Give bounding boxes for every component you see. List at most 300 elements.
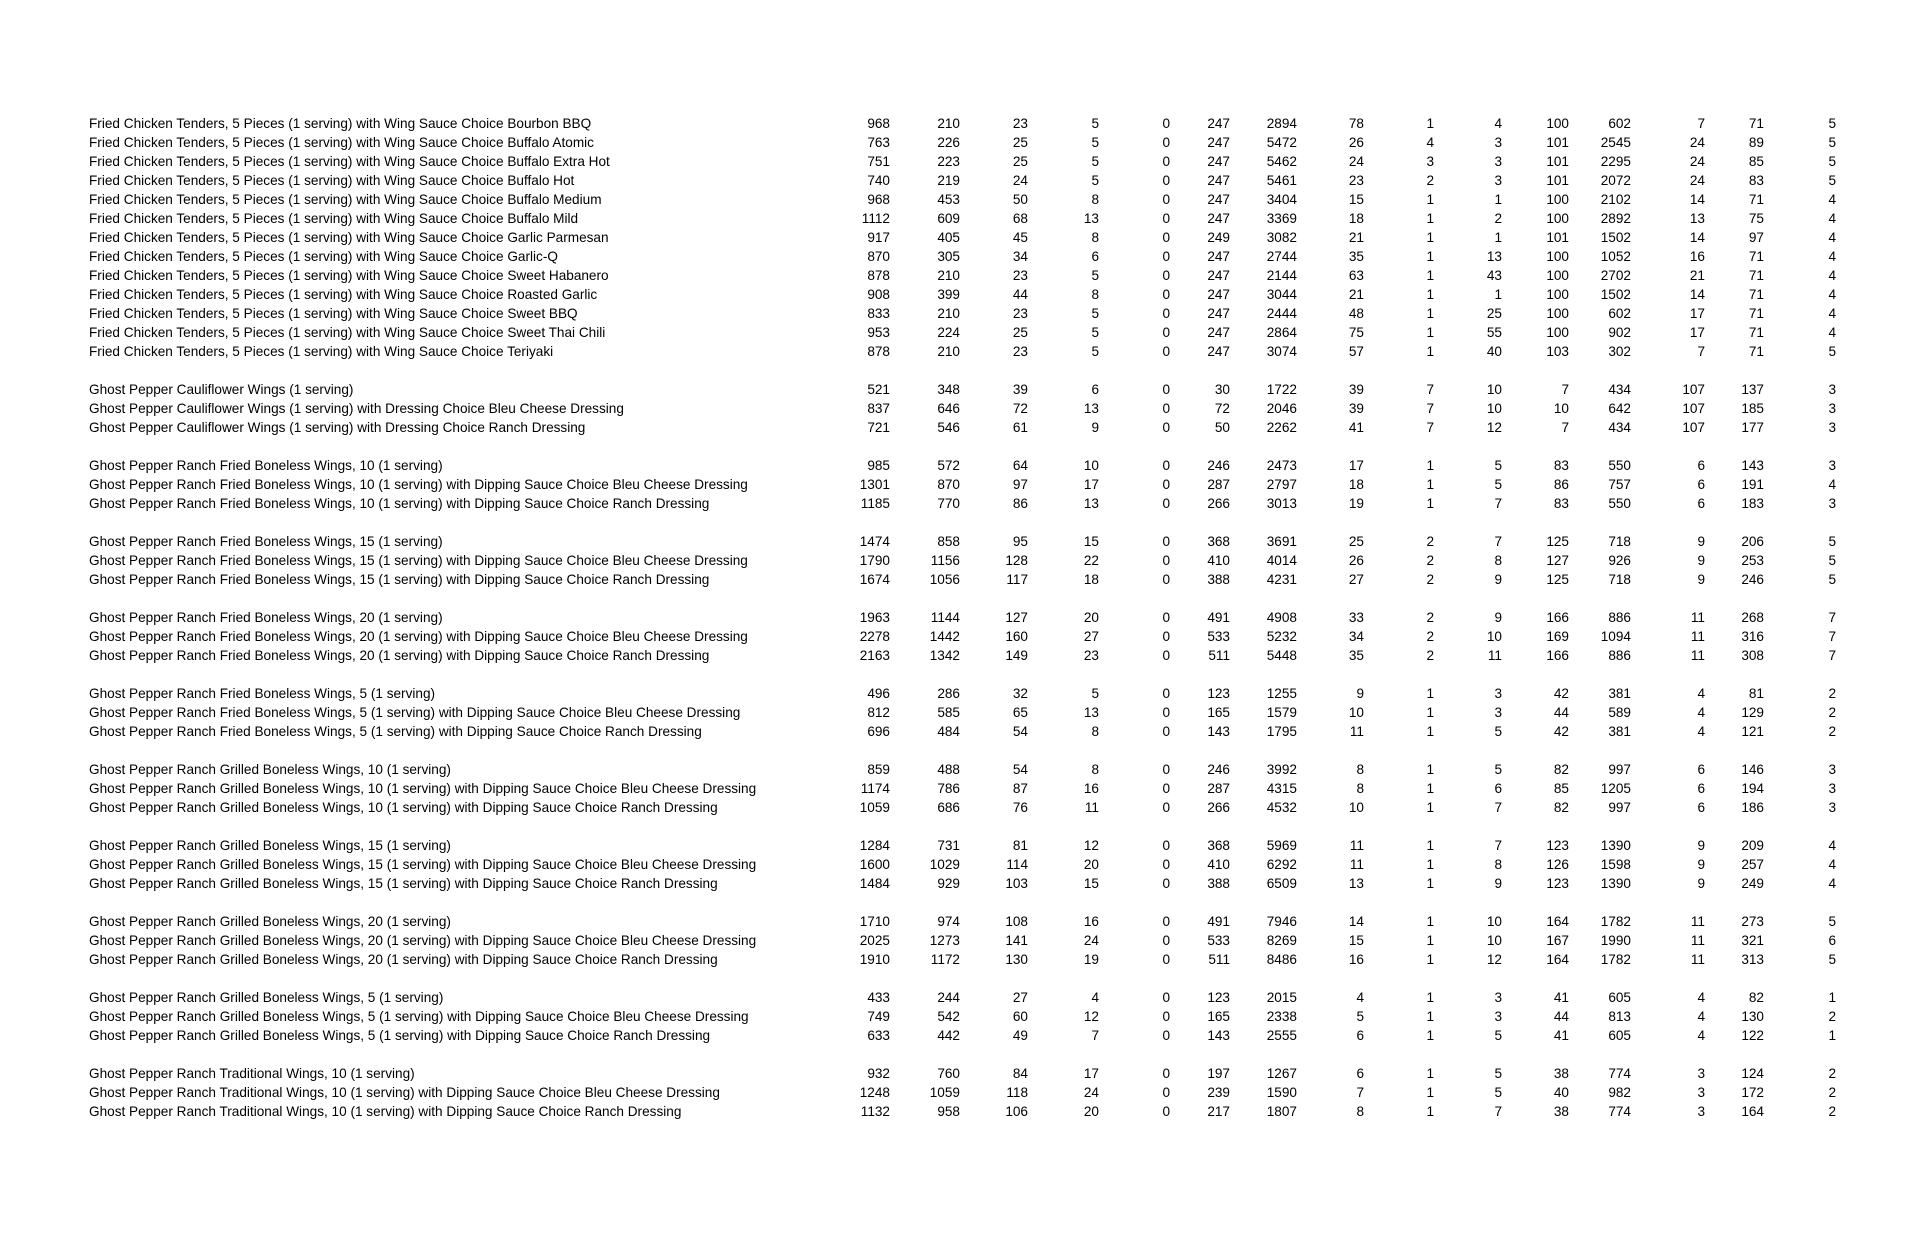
value-cell: 4 xyxy=(1697,990,1705,1005)
value-cell: 44 xyxy=(1553,705,1569,720)
value-cell: 71 xyxy=(1748,325,1764,340)
value-cell: 1590 xyxy=(1266,1085,1297,1100)
item-name-cell: Fried Chicken Tenders, 5 Pieces (1 serving) with Wing Sauce Choice Teriyaki xyxy=(89,344,554,359)
value-cell: 6 xyxy=(1697,781,1705,796)
value-cell: 3 xyxy=(1828,781,1836,796)
value-cell: 0 xyxy=(1162,458,1170,473)
value-cell: 86 xyxy=(1553,477,1569,492)
value-cell: 442 xyxy=(937,1028,960,1043)
value-cell: 0 xyxy=(1162,838,1170,853)
value-cell: 34 xyxy=(1348,629,1364,644)
value-cell: 15 xyxy=(1348,192,1364,207)
value-cell: 321 xyxy=(1741,933,1764,948)
value-cell: 165 xyxy=(1207,705,1230,720)
value-cell: 247 xyxy=(1207,211,1230,226)
value-cell: 17 xyxy=(1083,1066,1099,1081)
value-cell: 23 xyxy=(1012,116,1028,131)
value-cell: 50 xyxy=(1012,192,1028,207)
value-cell: 4 xyxy=(1828,306,1836,321)
value-cell: 488 xyxy=(937,762,960,777)
value-cell: 172 xyxy=(1741,1085,1764,1100)
value-cell: 5 xyxy=(1828,154,1836,169)
value-cell: 2 xyxy=(1828,686,1836,701)
value-cell: 25 xyxy=(1348,534,1364,549)
value-cell: 870 xyxy=(867,249,890,264)
value-cell: 11 xyxy=(1690,914,1705,929)
value-cell: 3 xyxy=(1828,458,1836,473)
value-cell: 1 xyxy=(1426,344,1434,359)
table-row xyxy=(89,988,1849,1007)
value-cell: 71 xyxy=(1748,344,1764,359)
value-cell: 6509 xyxy=(1266,876,1297,891)
value-cell: 3 xyxy=(1494,154,1502,169)
value-cell: 1990 xyxy=(1600,933,1631,948)
value-cell: 4 xyxy=(1828,838,1836,853)
value-cell: 183 xyxy=(1741,496,1764,511)
value-cell: 103 xyxy=(1546,344,1569,359)
value-cell: 25 xyxy=(1486,306,1502,321)
value-cell: 5 xyxy=(1828,572,1836,587)
value-cell: 5 xyxy=(1091,306,1099,321)
value-cell: 1248 xyxy=(859,1085,890,1100)
table-row xyxy=(89,608,1849,627)
value-cell: 10 xyxy=(1486,933,1502,948)
value-cell: 5 xyxy=(1828,952,1836,967)
value-cell: 71 xyxy=(1748,306,1764,321)
item-name-cell: Ghost Pepper Ranch Grilled Boneless Wings, 5 (1 serving) xyxy=(89,990,444,1005)
value-cell: 434 xyxy=(1608,420,1631,435)
value-cell: 8 xyxy=(1091,287,1099,302)
value-cell: 247 xyxy=(1207,325,1230,340)
value-cell: 1172 xyxy=(930,952,960,967)
value-cell: 0 xyxy=(1162,534,1170,549)
table-row xyxy=(89,304,1849,323)
value-cell: 17 xyxy=(1348,458,1364,473)
value-cell: 5 xyxy=(1828,344,1836,359)
value-cell: 143 xyxy=(1207,724,1230,739)
value-cell: 247 xyxy=(1207,287,1230,302)
table-row xyxy=(89,456,1849,475)
value-cell: 3 xyxy=(1697,1104,1705,1119)
value-cell: 266 xyxy=(1207,800,1230,815)
value-cell: 107 xyxy=(1682,420,1705,435)
value-cell: 25 xyxy=(1012,135,1028,150)
value-cell: 63 xyxy=(1348,268,1364,283)
value-cell: 0 xyxy=(1162,420,1170,435)
value-cell: 0 xyxy=(1162,287,1170,302)
table-row xyxy=(89,133,1849,152)
value-cell: 1 xyxy=(1494,192,1502,207)
value-cell: 22 xyxy=(1083,553,1099,568)
item-name-cell: Ghost Pepper Ranch Fried Boneless Wings, 10 (1 serving) with Dipping Sauce Choice Ranch Dressing xyxy=(89,496,710,511)
value-cell: 0 xyxy=(1162,990,1170,1005)
value-cell: 39 xyxy=(1348,401,1364,416)
value-cell: 870 xyxy=(937,477,960,492)
value-cell: 126 xyxy=(1546,857,1569,872)
value-cell: 542 xyxy=(937,1009,960,1024)
value-cell: 3691 xyxy=(1266,534,1297,549)
value-cell: 5472 xyxy=(1266,135,1297,150)
value-cell: 1 xyxy=(1426,762,1434,777)
value-cell: 0 xyxy=(1162,382,1170,397)
value-cell: 2295 xyxy=(1600,154,1631,169)
value-cell: 491 xyxy=(1207,610,1230,625)
value-cell: 388 xyxy=(1207,572,1230,587)
table-row xyxy=(89,152,1849,171)
value-cell: 13 xyxy=(1083,211,1099,226)
value-cell: 3 xyxy=(1494,705,1502,720)
value-cell: 3013 xyxy=(1266,496,1297,511)
value-cell: 24 xyxy=(1689,173,1705,188)
value-cell: 1 xyxy=(1426,306,1434,321)
value-cell: 210 xyxy=(937,306,960,321)
item-name-cell: Ghost Pepper Ranch Grilled Boneless Wings, 10 (1 serving) xyxy=(89,762,451,777)
value-cell: 5 xyxy=(1091,344,1099,359)
value-cell: 13 xyxy=(1083,401,1099,416)
value-cell: 1782 xyxy=(1600,952,1631,967)
value-cell: 2702 xyxy=(1600,268,1631,283)
value-cell: 185 xyxy=(1741,401,1764,416)
value-cell: 137 xyxy=(1741,382,1764,397)
value-cell: 121 xyxy=(1741,724,1764,739)
value-cell: 5 xyxy=(1494,477,1502,492)
value-cell: 18 xyxy=(1348,477,1364,492)
table-row xyxy=(89,836,1849,855)
value-cell: 6 xyxy=(1697,458,1705,473)
value-cell: 20 xyxy=(1083,610,1099,625)
value-cell: 13 xyxy=(1083,496,1099,511)
value-cell: 1029 xyxy=(929,857,960,872)
value-cell: 12 xyxy=(1486,420,1502,435)
value-cell: 2 xyxy=(1426,629,1434,644)
value-cell: 1710 xyxy=(859,914,890,929)
value-cell: 100 xyxy=(1546,192,1569,207)
table-row xyxy=(89,114,1849,133)
value-cell: 1722 xyxy=(1266,382,1297,397)
value-cell: 958 xyxy=(937,1104,960,1119)
value-cell: 9 xyxy=(1697,534,1705,549)
value-cell: 1 xyxy=(1426,1009,1434,1024)
value-cell: 117 xyxy=(1006,572,1028,587)
value-cell: 4 xyxy=(1697,686,1705,701)
value-cell: 10 xyxy=(1348,705,1364,720)
value-cell: 130 xyxy=(1741,1009,1764,1024)
value-cell: 17 xyxy=(1689,306,1705,321)
value-cell: 1 xyxy=(1426,952,1434,967)
item-name-cell: Fried Chicken Tenders, 5 Pieces (1 serving) with Wing Sauce Choice Buffalo Extra Hot xyxy=(89,154,610,169)
value-cell: 774 xyxy=(1608,1066,1631,1081)
value-cell: 50 xyxy=(1214,420,1230,435)
table-row xyxy=(89,418,1849,437)
value-cell: 72 xyxy=(1214,401,1230,416)
value-cell: 731 xyxy=(937,838,960,853)
value-cell: 35 xyxy=(1348,648,1364,663)
value-cell: 118 xyxy=(1006,1085,1028,1100)
value-cell: 546 xyxy=(937,420,960,435)
value-cell: 602 xyxy=(1608,116,1631,131)
value-cell: 7 xyxy=(1426,382,1434,397)
value-cell: 16 xyxy=(1083,781,1099,796)
value-cell: 0 xyxy=(1162,325,1170,340)
table-row xyxy=(89,247,1849,266)
value-cell: 101 xyxy=(1546,230,1569,245)
menu-item-group xyxy=(89,380,1849,437)
value-cell: 125 xyxy=(1546,572,1569,587)
value-cell: 3 xyxy=(1697,1085,1705,1100)
item-name-cell: Fried Chicken Tenders, 5 Pieces (1 serving) with Wing Sauce Choice Buffalo Atomic xyxy=(89,135,594,150)
value-cell: 0 xyxy=(1162,1009,1170,1024)
value-cell: 305 xyxy=(937,249,960,264)
item-name-cell: Fried Chicken Tenders, 5 Pieces (1 serving) with Wing Sauce Choice Buffalo Medium xyxy=(89,192,602,207)
value-cell: 43 xyxy=(1486,268,1502,283)
value-cell: 210 xyxy=(937,344,960,359)
menu-item-group xyxy=(89,114,1849,361)
value-cell: 18 xyxy=(1083,572,1099,587)
value-cell: 6 xyxy=(1697,800,1705,815)
value-cell: 25 xyxy=(1012,325,1028,340)
value-cell: 166 xyxy=(1546,648,1569,663)
value-cell: 71 xyxy=(1748,192,1764,207)
value-cell: 1284 xyxy=(859,838,890,853)
value-cell: 1 xyxy=(1426,705,1434,720)
value-cell: 226 xyxy=(937,135,960,150)
value-cell: 0 xyxy=(1162,610,1170,625)
value-cell: 100 xyxy=(1546,116,1569,131)
value-cell: 14 xyxy=(1348,914,1364,929)
value-cell: 82 xyxy=(1553,762,1569,777)
value-cell: 7 xyxy=(1697,344,1705,359)
value-cell: 0 xyxy=(1162,553,1170,568)
value-cell: 313 xyxy=(1741,952,1764,967)
value-cell: 1598 xyxy=(1600,857,1631,872)
value-cell: 1790 xyxy=(859,553,890,568)
value-cell: 602 xyxy=(1608,306,1631,321)
value-cell: 68 xyxy=(1012,211,1028,226)
value-cell: 878 xyxy=(867,344,890,359)
value-cell: 21 xyxy=(1348,287,1364,302)
item-name-cell: Fried Chicken Tenders, 5 Pieces (1 serving) with Wing Sauce Choice Garlic Parmesan xyxy=(89,230,609,245)
value-cell: 27 xyxy=(1012,990,1028,1005)
item-name-cell: Fried Chicken Tenders, 5 Pieces (1 serving) with Wing Sauce Choice Garlic-Q xyxy=(89,249,558,264)
value-cell: 1 xyxy=(1426,857,1434,872)
value-cell: 32 xyxy=(1012,686,1028,701)
value-cell: 1600 xyxy=(859,857,890,872)
value-cell: 5462 xyxy=(1266,154,1297,169)
value-cell: 100 xyxy=(1546,268,1569,283)
value-cell: 85 xyxy=(1748,154,1764,169)
value-cell: 19 xyxy=(1348,496,1364,511)
value-cell: 8 xyxy=(1091,230,1099,245)
value-cell: 813 xyxy=(1608,1009,1631,1024)
value-cell: 1 xyxy=(1494,230,1502,245)
value-cell: 997 xyxy=(1608,762,1631,777)
value-cell: 2015 xyxy=(1266,990,1297,1005)
value-cell: 7 xyxy=(1494,1104,1502,1119)
value-cell: 16 xyxy=(1083,914,1099,929)
value-cell: 1 xyxy=(1426,1104,1434,1119)
table-row xyxy=(89,532,1849,551)
value-cell: 8 xyxy=(1494,553,1502,568)
value-cell: 82 xyxy=(1748,990,1764,1005)
value-cell: 605 xyxy=(1608,1028,1631,1043)
value-cell: 100 xyxy=(1546,211,1569,226)
value-cell: 209 xyxy=(1741,838,1764,853)
value-cell: 1 xyxy=(1426,249,1434,264)
value-cell: 4 xyxy=(1697,724,1705,739)
value-cell: 11 xyxy=(1690,933,1705,948)
value-cell: 101 xyxy=(1546,154,1569,169)
value-cell: 0 xyxy=(1162,648,1170,663)
value-cell: 106 xyxy=(1005,1104,1028,1119)
value-cell: 7 xyxy=(1494,838,1502,853)
value-cell: 774 xyxy=(1608,1104,1631,1119)
value-cell: 3044 xyxy=(1266,287,1297,302)
table-row xyxy=(89,285,1849,304)
value-cell: 224 xyxy=(937,325,960,340)
value-cell: 388 xyxy=(1207,876,1230,891)
item-name-cell: Ghost Pepper Cauliflower Wings (1 serving) xyxy=(89,382,354,397)
table-row xyxy=(89,1064,1849,1083)
value-cell: 1052 xyxy=(1600,249,1631,264)
menu-item-group xyxy=(89,912,1849,969)
value-cell: 3992 xyxy=(1266,762,1297,777)
value-cell: 11 xyxy=(1690,629,1705,644)
item-name-cell: Ghost Pepper Ranch Traditional Wings, 10 (1 serving) with Dipping Sauce Choice Ranch Dressing xyxy=(89,1104,682,1119)
value-cell: 125 xyxy=(1546,534,1569,549)
value-cell: 2 xyxy=(1494,211,1502,226)
value-cell: 20 xyxy=(1083,857,1099,872)
value-cell: 5 xyxy=(1828,173,1836,188)
value-cell: 246 xyxy=(1741,572,1764,587)
value-cell: 0 xyxy=(1162,572,1170,587)
value-cell: 129 xyxy=(1741,705,1764,720)
item-name-cell: Ghost Pepper Ranch Grilled Boneless Wings, 15 (1 serving) xyxy=(89,838,451,853)
value-cell: 9 xyxy=(1091,420,1099,435)
value-cell: 1 xyxy=(1426,1028,1434,1043)
value-cell: 1 xyxy=(1426,781,1434,796)
value-cell: 0 xyxy=(1162,477,1170,492)
value-cell: 5969 xyxy=(1266,838,1297,853)
value-cell: 244 xyxy=(937,990,960,1005)
item-name-cell: Ghost Pepper Ranch Grilled Boneless Wings, 10 (1 serving) with Dipping Sauce Choice Ranch Dressing xyxy=(89,800,718,815)
value-cell: 5 xyxy=(1828,135,1836,150)
value-cell: 76 xyxy=(1012,800,1028,815)
value-cell: 114 xyxy=(1006,857,1028,872)
item-name-cell: Fried Chicken Tenders, 5 Pieces (1 serving) with Wing Sauce Choice Sweet Habanero xyxy=(89,268,609,283)
value-cell: 837 xyxy=(867,401,890,416)
value-cell: 30 xyxy=(1214,382,1230,397)
value-cell: 410 xyxy=(1207,553,1230,568)
table-row xyxy=(89,1026,1849,1045)
value-cell: 2 xyxy=(1426,648,1434,663)
value-cell: 41 xyxy=(1553,990,1569,1005)
value-cell: 266 xyxy=(1207,496,1230,511)
value-cell: 44 xyxy=(1553,1009,1569,1024)
value-cell: 5 xyxy=(1091,135,1099,150)
table-row xyxy=(89,627,1849,646)
value-cell: 253 xyxy=(1741,553,1764,568)
value-cell: 932 xyxy=(867,1066,890,1081)
value-cell: 381 xyxy=(1608,686,1631,701)
value-cell: 71 xyxy=(1748,249,1764,264)
item-name-cell: Fried Chicken Tenders, 5 Pieces (1 serving) with Wing Sauce Choice Buffalo Hot xyxy=(89,173,575,188)
value-cell: 3 xyxy=(1494,135,1502,150)
value-cell: 968 xyxy=(867,192,890,207)
value-cell: 760 xyxy=(937,1066,960,1081)
value-cell: 2 xyxy=(1828,1066,1836,1081)
value-cell: 484 xyxy=(937,724,960,739)
value-cell: 0 xyxy=(1162,724,1170,739)
value-cell: 39 xyxy=(1012,382,1028,397)
value-cell: 4 xyxy=(1828,192,1836,207)
value-cell: 26 xyxy=(1348,553,1364,568)
value-cell: 381 xyxy=(1608,724,1631,739)
value-cell: 72 xyxy=(1012,401,1028,416)
value-cell: 2338 xyxy=(1266,1009,1297,1024)
value-cell: 8269 xyxy=(1266,933,1297,948)
value-cell: 101 xyxy=(1546,173,1569,188)
menu-item-group xyxy=(89,684,1849,741)
value-cell: 24 xyxy=(1348,154,1364,169)
value-cell: 124 xyxy=(1741,1066,1764,1081)
value-cell: 143 xyxy=(1207,1028,1230,1043)
value-cell: 123 xyxy=(1546,838,1569,853)
value-cell: 5448 xyxy=(1266,648,1297,663)
item-name-cell: Ghost Pepper Cauliflower Wings (1 serving) with Dressing Choice Bleu Cheese Dressing xyxy=(89,401,624,416)
value-cell: 5 xyxy=(1091,116,1099,131)
value-cell: 18 xyxy=(1348,211,1364,226)
item-name-cell: Ghost Pepper Ranch Fried Boneless Wings, 20 (1 serving) xyxy=(89,610,443,625)
value-cell: 308 xyxy=(1741,648,1764,663)
value-cell: 0 xyxy=(1162,1028,1170,1043)
value-cell: 177 xyxy=(1741,420,1764,435)
value-cell: 770 xyxy=(937,496,960,511)
value-cell: 0 xyxy=(1162,401,1170,416)
value-cell: 6 xyxy=(1697,762,1705,777)
value-cell: 2 xyxy=(1426,173,1434,188)
value-cell: 2 xyxy=(1828,724,1836,739)
value-cell: 97 xyxy=(1012,477,1028,492)
value-cell: 1 xyxy=(1426,1085,1434,1100)
value-cell: 210 xyxy=(937,116,960,131)
value-cell: 0 xyxy=(1162,952,1170,967)
value-cell: 1390 xyxy=(1600,876,1631,891)
value-cell: 1 xyxy=(1426,724,1434,739)
value-cell: 13 xyxy=(1689,211,1705,226)
value-cell: 399 xyxy=(937,287,960,302)
value-cell: 1 xyxy=(1828,1028,1836,1043)
value-cell: 1 xyxy=(1426,230,1434,245)
value-cell: 5 xyxy=(1091,325,1099,340)
value-cell: 11 xyxy=(1690,610,1705,625)
item-name-cell: Ghost Pepper Ranch Fried Boneless Wings, 10 (1 serving) with Dipping Sauce Choice Bleu Cheese Dressing xyxy=(89,477,748,492)
value-cell: 34 xyxy=(1012,249,1028,264)
value-cell: 246 xyxy=(1207,762,1230,777)
item-name-cell: Ghost Pepper Ranch Fried Boneless Wings, 15 (1 serving) with Dipping Sauce Choice Bleu Cheese Dressing xyxy=(89,553,748,568)
value-cell: 368 xyxy=(1207,838,1230,853)
value-cell: 2 xyxy=(1426,572,1434,587)
value-cell: 11 xyxy=(1690,952,1705,967)
value-cell: 1 xyxy=(1426,686,1434,701)
value-cell: 1390 xyxy=(1600,838,1631,853)
value-cell: 4 xyxy=(1828,211,1836,226)
value-cell: 100 xyxy=(1546,306,1569,321)
value-cell: 1 xyxy=(1426,838,1434,853)
value-cell: 247 xyxy=(1207,154,1230,169)
menu-item-group xyxy=(89,760,1849,817)
value-cell: 2892 xyxy=(1600,211,1631,226)
value-cell: 33 xyxy=(1348,610,1364,625)
